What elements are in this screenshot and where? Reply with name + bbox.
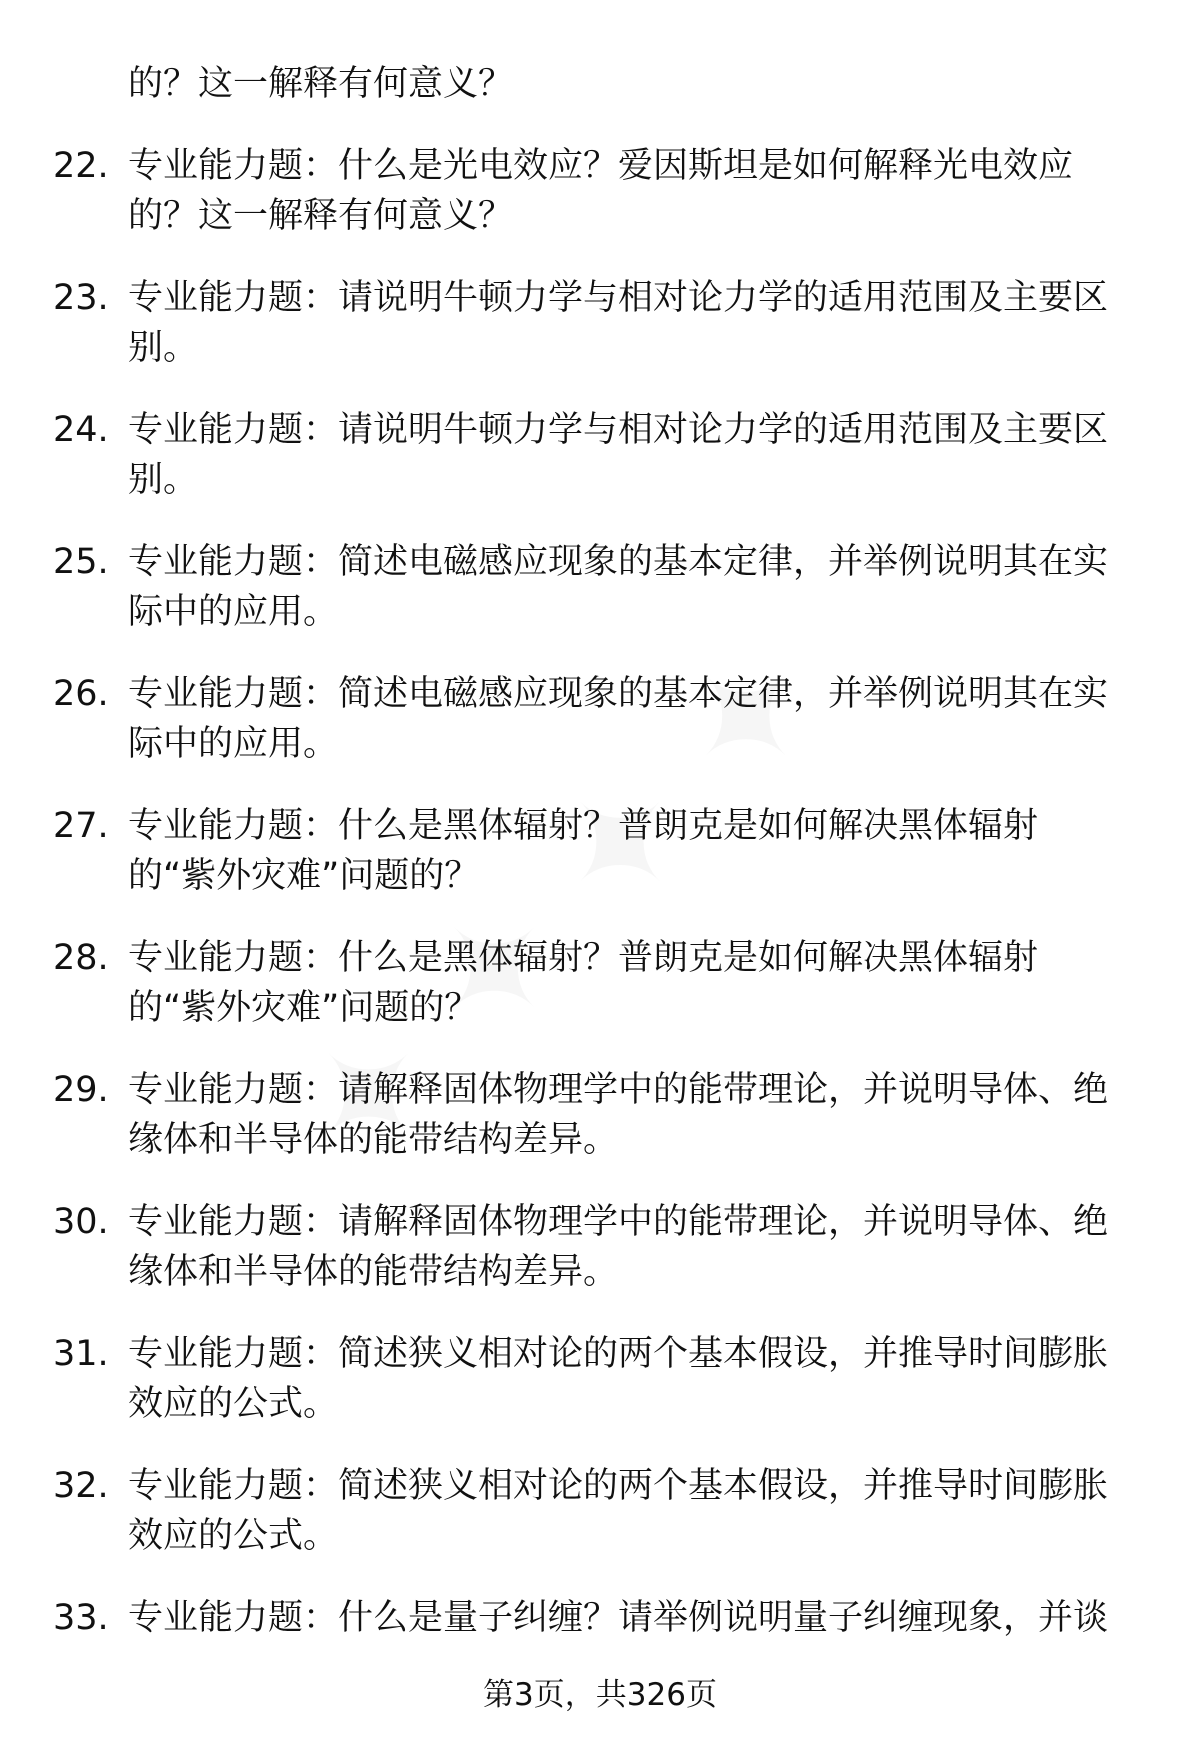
question-text [128, 537, 1138, 637]
question-number: 23. [53, 278, 109, 318]
question-text-line: 缘体和半导体的能带结构差异。 [128, 1252, 619, 1292]
question-text-line: 专业能力题：什么是光电效应？爱因斯坦是如何解释光电效应 [128, 146, 1074, 186]
question-item [0, 1197, 1200, 1297]
question-item [0, 933, 1200, 1033]
question-text-line: 际中的应用。 [128, 592, 339, 632]
question-number: 24. [53, 410, 109, 450]
question-text-line: 的“紫外灾难”问题的？ [128, 988, 480, 1028]
question-text [128, 933, 1138, 1033]
question-text-line: 的？这一解释有何意义？ [128, 64, 514, 104]
question-text-line: 专业能力题：什么是量子纠缠？请举例说明量子纠缠现象，并谈 [128, 1598, 1109, 1638]
question-item [0, 141, 1200, 241]
question-text [128, 1593, 1138, 1643]
question-text [128, 669, 1138, 769]
question-text-line: 专业能力题：简述电磁感应现象的基本定律，并举例说明其在实 [128, 674, 1109, 714]
question-text-line: 际中的应用。 [128, 724, 339, 764]
question-text [128, 141, 1138, 241]
question-text-line: 专业能力题：什么是黑体辐射？普朗克是如何解决黑体辐射 [128, 806, 1039, 846]
question-text-line: 专业能力题：请说明牛顿力学与相对论力学的适用范围及主要区 [128, 410, 1109, 450]
question-item [0, 405, 1200, 505]
question-item [0, 59, 1200, 109]
question-item [0, 669, 1200, 769]
question-item [0, 1461, 1200, 1561]
question-item [0, 1593, 1200, 1643]
question-text-line: 专业能力题：请说明牛顿力学与相对论力学的适用范围及主要区 [128, 278, 1109, 318]
question-text-line: 的？这一解释有何意义？ [128, 196, 514, 236]
question-text [128, 801, 1138, 901]
question-number: 25. [53, 542, 109, 582]
page-footer: 第3页，共326页 [483, 1677, 717, 1713]
question-number: 27. [53, 806, 109, 846]
question-text [128, 1461, 1138, 1561]
question-item [0, 537, 1200, 637]
question-list [0, 59, 1200, 1675]
question-number: 26. [53, 674, 109, 714]
question-item [0, 273, 1200, 373]
question-text-line: 专业能力题：简述狭义相对论的两个基本假设，并推导时间膨胀 [128, 1334, 1109, 1374]
question-number: 30. [53, 1202, 109, 1242]
question-item [0, 1065, 1200, 1165]
question-text [128, 273, 1138, 373]
question-text [128, 405, 1138, 505]
question-text-line: 专业能力题：什么是黑体辐射？普朗克是如何解决黑体辐射 [128, 938, 1039, 978]
question-text-line: 专业能力题：简述狭义相对论的两个基本假设，并推导时间膨胀 [128, 1466, 1109, 1506]
question-text-line: 的“紫外灾难”问题的？ [128, 856, 480, 896]
question-text-line: 专业能力题：请解释固体物理学中的能带理论，并说明导体、绝 [128, 1202, 1109, 1242]
question-text [128, 1065, 1138, 1165]
question-number: 29. [53, 1070, 109, 1110]
question-text-line: 效应的公式。 [128, 1516, 339, 1556]
question-text-line: 效应的公式。 [128, 1384, 339, 1424]
question-text-line: 缘体和半导体的能带结构差异。 [128, 1120, 619, 1160]
question-number: 22. [53, 146, 109, 186]
question-text-line: 别。 [128, 328, 199, 368]
question-item [0, 801, 1200, 901]
question-number: 28. [53, 938, 109, 978]
question-number: 31. [53, 1334, 109, 1374]
question-number: 32. [53, 1466, 109, 1506]
question-text [128, 1329, 1138, 1429]
question-text-line: 专业能力题：简述电磁感应现象的基本定律，并举例说明其在实 [128, 542, 1109, 582]
question-text-line: 专业能力题：请解释固体物理学中的能带理论，并说明导体、绝 [128, 1070, 1109, 1110]
question-item [0, 1329, 1200, 1429]
question-text [128, 59, 1138, 109]
question-text-line: 别。 [128, 460, 199, 500]
question-text [128, 1197, 1138, 1297]
question-number: 33. [53, 1598, 109, 1638]
